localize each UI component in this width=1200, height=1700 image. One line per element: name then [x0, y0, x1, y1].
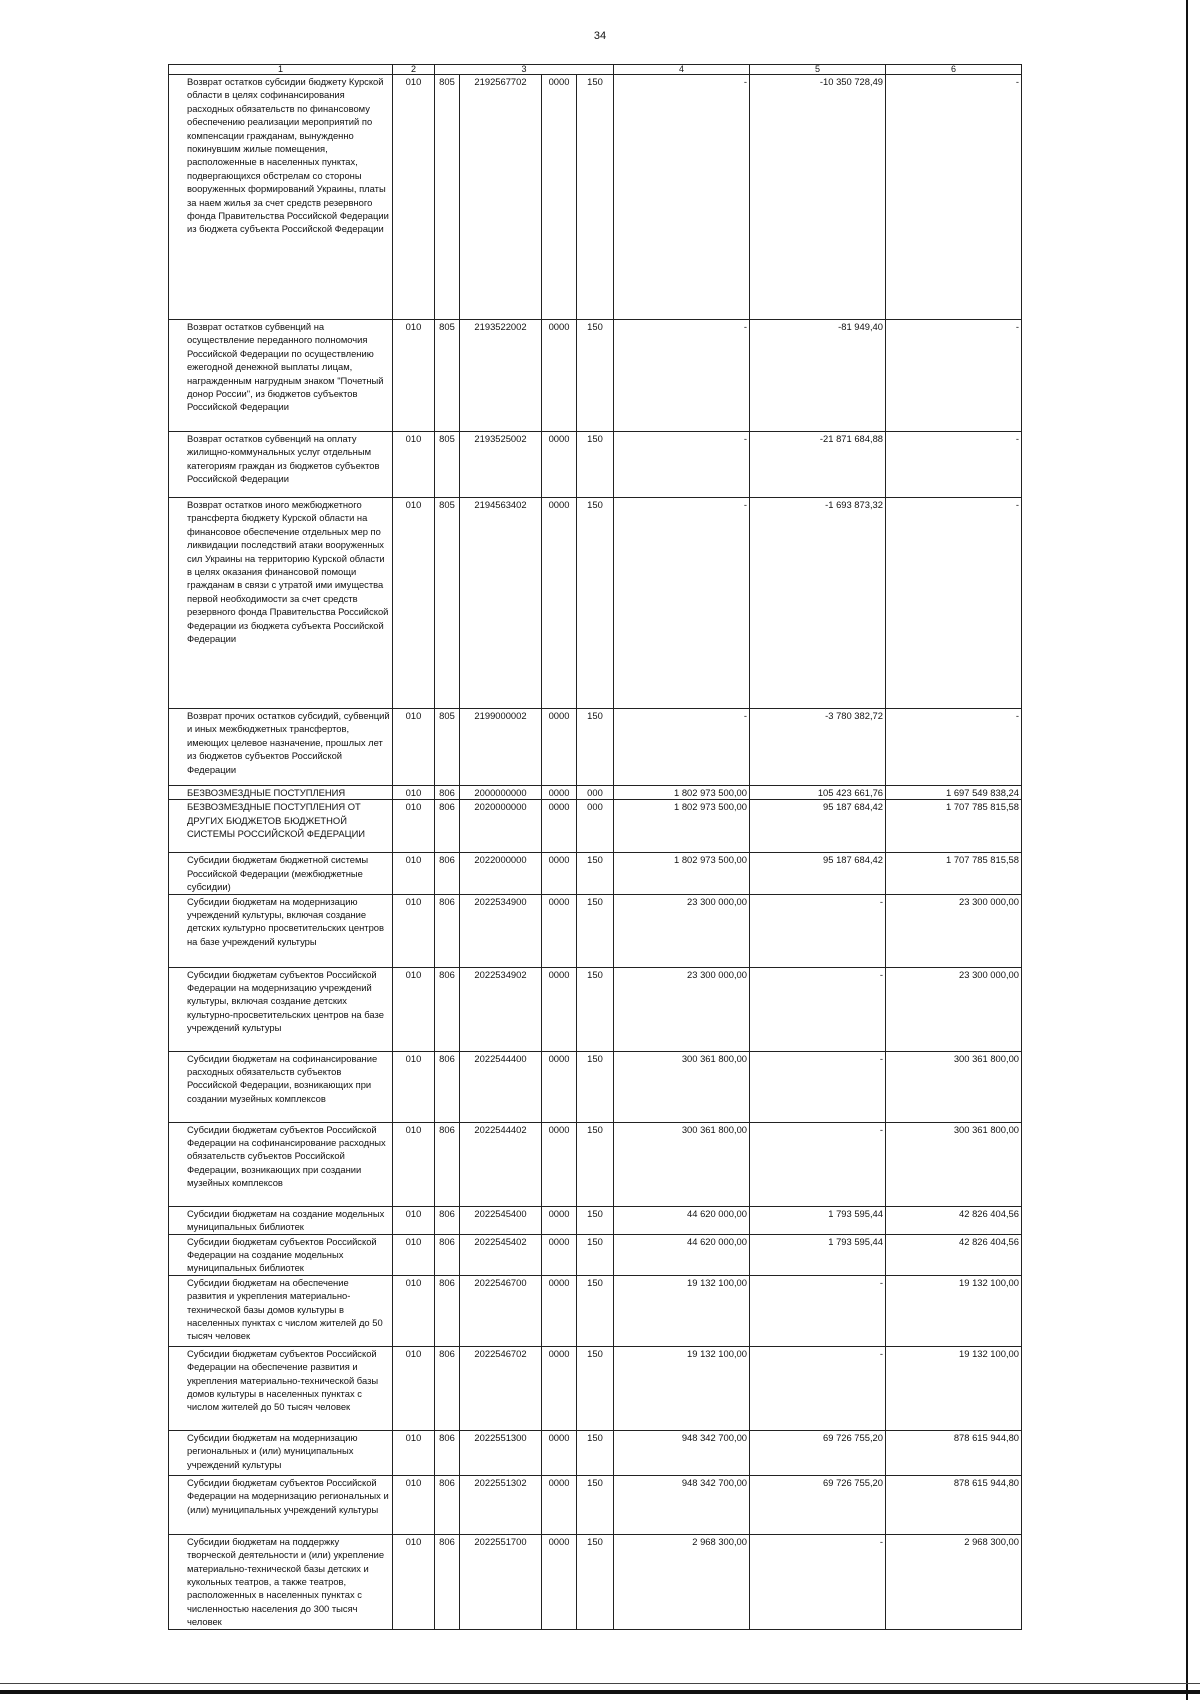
table-row — [169, 800, 1022, 853]
row-unexecuted-amount-cell: 2 968 300,00 — [886, 1534, 1022, 1629]
table-header-row — [169, 65, 1022, 75]
row-approved-amount-cell: 23 300 000,00 — [614, 967, 750, 1051]
row-approved-amount-cell: 2 968 300,00 — [614, 1534, 750, 1629]
row-code-cell: 010 — [393, 967, 435, 1051]
table-row — [169, 967, 1022, 1051]
row-kbk-code-cell: 2022551700 — [460, 1534, 542, 1629]
row-name-cell: Возврат остатков субвенций на осуществление переданного полномочия Российской Федерации по осуществлению ежегодной денежной выплаты лицам, награжденным нагрудным знаком "Почетный донор России", из бюджетов субъектов Российской Федерации — [169, 320, 393, 432]
row-admin-code-cell: 806 — [435, 1534, 460, 1629]
row-admin-code-cell: 805 — [435, 432, 460, 498]
row-unexecuted-amount-cell: - — [886, 709, 1022, 786]
row-approved-amount-cell: 300 361 800,00 — [614, 1051, 750, 1122]
row-approved-amount-cell: 19 132 100,00 — [614, 1275, 750, 1346]
row-approved-amount-cell: 44 620 000,00 — [614, 1234, 750, 1275]
row-unexecuted-amount-cell: 19 132 100,00 — [886, 1275, 1022, 1346]
row-approved-amount-cell: - — [614, 709, 750, 786]
row-program-code-cell: 0000 — [542, 800, 577, 853]
row-econ-code-cell: 000 — [577, 786, 614, 800]
row-unexecuted-amount-cell: 878 615 944,80 — [886, 1430, 1022, 1475]
row-econ-code-cell: 150 — [577, 1275, 614, 1346]
row-code-cell: 010 — [393, 1051, 435, 1122]
row-kbk-code-cell: 2022000000 — [460, 853, 542, 894]
row-name-cell: БЕЗВОЗМЕЗДНЫЕ ПОСТУПЛЕНИЯ ОТ ДРУГИХ БЮДЖЕТОВ БЮДЖЕТНОЙ СИСТЕМЫ РОССИЙСКОЙ ФЕДЕРАЦИИ — [169, 800, 393, 853]
row-approved-amount-cell: - — [614, 498, 750, 709]
row-name-cell: Субсидии бюджетам бюджетной системы Российской Федерации (межбюджетные субсидии) — [169, 853, 393, 894]
row-kbk-code-cell: 2193525002 — [460, 432, 542, 498]
row-unexecuted-amount-cell: 42 826 404,56 — [886, 1234, 1022, 1275]
row-unexecuted-amount-cell: 878 615 944,80 — [886, 1475, 1022, 1534]
row-executed-amount-cell: -1 693 873,32 — [750, 498, 886, 709]
row-name-cell: Субсидии бюджетам на модернизацию учреждений культуры, включая создание детских культурно просветительских центров на базе учреждений культуры — [169, 894, 393, 967]
row-name-cell: Субсидии бюджетам на софинансирование расходных обязательств субъектов Российской Федерации, возникающих при создании музейных комплексов — [169, 1051, 393, 1122]
row-name-cell: Возврат остатков иного межбюджетного трансферта бюджету Курской области на финансовое обеспечение отдельных мер по ликвидации последствий атаки вооруженных сил Украины на территорию Курской области в целях оказания финансовой помощи гражданам в связи с утратой ими имущества первой необходимости за счет средств резервного фонда Правительства Российской Федерации из бюджета субъекта Российской Федерации — [169, 498, 393, 709]
row-unexecuted-amount-cell: - — [886, 498, 1022, 709]
row-executed-amount-cell: - — [750, 1122, 886, 1206]
row-kbk-code-cell: 2022534902 — [460, 967, 542, 1051]
row-econ-code-cell: 150 — [577, 320, 614, 432]
row-kbk-code-cell: 2022545402 — [460, 1234, 542, 1275]
row-unexecuted-amount-cell: 19 132 100,00 — [886, 1346, 1022, 1430]
row-unexecuted-amount-cell: 42 826 404,56 — [886, 1206, 1022, 1234]
row-admin-code-cell: 805 — [435, 320, 460, 432]
row-kbk-code-cell: 2022546700 — [460, 1275, 542, 1346]
row-code-cell: 010 — [393, 1534, 435, 1629]
row-name-cell: Субсидии бюджетам на поддержку творческой деятельности и (или) укрепление материально-технической базы детских и кукольных театров, а также театров, расположенных в населенных пунктах с численностью населения до 300 тысяч человек — [169, 1534, 393, 1629]
row-approved-amount-cell: 948 342 700,00 — [614, 1475, 750, 1534]
row-admin-code-cell: 806 — [435, 800, 460, 853]
row-unexecuted-amount-cell: - — [886, 432, 1022, 498]
row-admin-code-cell: 806 — [435, 786, 460, 800]
table-row — [169, 1051, 1022, 1122]
row-program-code-cell: 0000 — [542, 786, 577, 800]
row-admin-code-cell: 806 — [435, 894, 460, 967]
row-executed-amount-cell: - — [750, 1346, 886, 1430]
row-econ-code-cell: 150 — [577, 432, 614, 498]
row-approved-amount-cell: 19 132 100,00 — [614, 1346, 750, 1430]
row-program-code-cell: 0000 — [542, 1346, 577, 1430]
row-code-cell: 010 — [393, 1122, 435, 1206]
table-row — [169, 709, 1022, 786]
row-econ-code-cell: 150 — [577, 498, 614, 709]
row-econ-code-cell: 150 — [577, 1206, 614, 1234]
row-admin-code-cell: 806 — [435, 1275, 460, 1346]
row-code-cell: 010 — [393, 853, 435, 894]
table-row — [169, 1234, 1022, 1275]
row-econ-code-cell: 150 — [577, 75, 614, 320]
row-approved-amount-cell: 1 802 973 500,00 — [614, 800, 750, 853]
row-econ-code-cell: 150 — [577, 709, 614, 786]
row-program-code-cell: 0000 — [542, 1534, 577, 1629]
row-executed-amount-cell: -81 949,40 — [750, 320, 886, 432]
row-kbk-code-cell: 2022545400 — [460, 1206, 542, 1234]
scan-bottom-edge — [0, 1690, 1200, 1694]
row-executed-amount-cell: 105 423 661,76 — [750, 786, 886, 800]
row-code-cell: 010 — [393, 1234, 435, 1275]
row-program-code-cell: 0000 — [542, 1475, 577, 1534]
row-kbk-code-cell: 2022534900 — [460, 894, 542, 967]
row-econ-code-cell: 150 — [577, 853, 614, 894]
row-program-code-cell: 0000 — [542, 1206, 577, 1234]
row-code-cell: 010 — [393, 709, 435, 786]
row-program-code-cell: 0000 — [542, 320, 577, 432]
row-name-cell: Возврат остатков субвенций на оплату жилищно-коммунальных услуг отдельным категориям граждан из бюджетов субъектов Российской Федерации — [169, 432, 393, 498]
row-name-cell: БЕЗВОЗМЕЗДНЫЕ ПОСТУПЛЕНИЯ — [169, 786, 393, 800]
row-unexecuted-amount-cell: 1 697 549 838,24 — [886, 786, 1022, 800]
row-executed-amount-cell: - — [750, 1275, 886, 1346]
row-name-cell: Субсидии бюджетам субъектов Российской Федерации на модернизацию региональных и (или) муниципальных учреждений культуры — [169, 1475, 393, 1534]
row-executed-amount-cell: 1 793 595,44 — [750, 1206, 886, 1234]
table-row — [169, 498, 1022, 709]
row-unexecuted-amount-cell: 1 707 785 815,58 — [886, 853, 1022, 894]
header-col-5: 5 — [750, 65, 886, 75]
row-code-cell: 010 — [393, 894, 435, 967]
row-executed-amount-cell: 69 726 755,20 — [750, 1475, 886, 1534]
row-program-code-cell: 0000 — [542, 1051, 577, 1122]
row-econ-code-cell: 000 — [577, 800, 614, 853]
budget-table — [168, 64, 1022, 1630]
row-code-cell: 010 — [393, 498, 435, 709]
row-admin-code-cell: 806 — [435, 1206, 460, 1234]
table-row — [169, 1346, 1022, 1430]
row-program-code-cell: 0000 — [542, 853, 577, 894]
table-row — [169, 894, 1022, 967]
row-executed-amount-cell: - — [750, 967, 886, 1051]
row-kbk-code-cell: 2022544402 — [460, 1122, 542, 1206]
row-approved-amount-cell: - — [614, 320, 750, 432]
row-program-code-cell: 0000 — [542, 432, 577, 498]
row-econ-code-cell: 150 — [577, 1430, 614, 1475]
row-name-cell: Субсидии бюджетам субъектов Российской Федерации на создание модельных муниципальных библиотек — [169, 1234, 393, 1275]
header-col-1: 1 — [169, 65, 393, 75]
row-econ-code-cell: 150 — [577, 894, 614, 967]
row-unexecuted-amount-cell: 300 361 800,00 — [886, 1051, 1022, 1122]
row-name-cell: Субсидии бюджетам на обеспечение развития и укрепления материально-технической базы домов культуры в населенных пунктах с числом жителей до 50 тысяч человек — [169, 1275, 393, 1346]
row-approved-amount-cell: 300 361 800,00 — [614, 1122, 750, 1206]
header-col-3: 3 — [435, 65, 614, 75]
table-row — [169, 75, 1022, 320]
table-row — [169, 853, 1022, 894]
row-approved-amount-cell: - — [614, 75, 750, 320]
table-row — [169, 1122, 1022, 1206]
table-row — [169, 1534, 1022, 1629]
row-kbk-code-cell: 2022544400 — [460, 1051, 542, 1122]
row-program-code-cell: 0000 — [542, 1430, 577, 1475]
row-admin-code-cell: 806 — [435, 853, 460, 894]
row-econ-code-cell: 150 — [577, 1122, 614, 1206]
table-row — [169, 1430, 1022, 1475]
row-program-code-cell: 0000 — [542, 1122, 577, 1206]
row-executed-amount-cell: 1 793 595,44 — [750, 1234, 886, 1275]
row-approved-amount-cell: 1 802 973 500,00 — [614, 786, 750, 800]
row-econ-code-cell: 150 — [577, 1346, 614, 1430]
row-approved-amount-cell: 1 802 973 500,00 — [614, 853, 750, 894]
row-unexecuted-amount-cell: - — [886, 320, 1022, 432]
row-program-code-cell: 0000 — [542, 967, 577, 1051]
row-admin-code-cell: 805 — [435, 498, 460, 709]
row-program-code-cell: 0000 — [542, 894, 577, 967]
row-admin-code-cell: 806 — [435, 1234, 460, 1275]
row-name-cell: Субсидии бюджетам субъектов Российской Федерации на софинансирование расходных обязательств субъектов Российской Федерации, возникающих при создании музейных комплексов — [169, 1122, 393, 1206]
row-admin-code-cell: 806 — [435, 1430, 460, 1475]
row-code-cell: 010 — [393, 1346, 435, 1430]
row-econ-code-cell: 150 — [577, 1534, 614, 1629]
row-program-code-cell: 0000 — [542, 1275, 577, 1346]
row-approved-amount-cell: 44 620 000,00 — [614, 1206, 750, 1234]
row-unexecuted-amount-cell: 1 707 785 815,58 — [886, 800, 1022, 853]
row-code-cell: 010 — [393, 786, 435, 800]
row-code-cell: 010 — [393, 320, 435, 432]
row-name-cell: Субсидии бюджетам субъектов Российской Федерации на модернизацию учреждений культуры, включая создание детских культурно-просветительских центров на базе учреждений культуры — [169, 967, 393, 1051]
row-program-code-cell: 0000 — [542, 709, 577, 786]
table-row — [169, 320, 1022, 432]
scan-bottom-line — [0, 1683, 1200, 1684]
row-code-cell: 010 — [393, 800, 435, 853]
row-executed-amount-cell: - — [750, 894, 886, 967]
row-admin-code-cell: 806 — [435, 1122, 460, 1206]
row-executed-amount-cell: -3 780 382,72 — [750, 709, 886, 786]
table-row — [169, 786, 1022, 800]
row-admin-code-cell: 806 — [435, 967, 460, 1051]
row-econ-code-cell: 150 — [577, 967, 614, 1051]
row-executed-amount-cell: -21 871 684,88 — [750, 432, 886, 498]
row-kbk-code-cell: 2199000002 — [460, 709, 542, 786]
row-code-cell: 010 — [393, 1206, 435, 1234]
row-admin-code-cell: 806 — [435, 1475, 460, 1534]
row-code-cell: 010 — [393, 1475, 435, 1534]
budget-sheet — [168, 64, 1022, 1630]
row-program-code-cell: 0000 — [542, 75, 577, 320]
row-econ-code-cell: 150 — [577, 1234, 614, 1275]
row-executed-amount-cell: - — [750, 1534, 886, 1629]
row-unexecuted-amount-cell: - — [886, 75, 1022, 320]
header-col-4: 4 — [614, 65, 750, 75]
row-kbk-code-cell: 2022551302 — [460, 1475, 542, 1534]
table-row — [169, 1206, 1022, 1234]
row-approved-amount-cell: - — [614, 432, 750, 498]
row-name-cell: Субсидии бюджетам субъектов Российской Федерации на обеспечение развития и укрепления материально-технической базы домов культуры в населенных пунктах с числом жителей до 50 тысяч человек — [169, 1346, 393, 1430]
row-unexecuted-amount-cell: 23 300 000,00 — [886, 894, 1022, 967]
row-code-cell: 010 — [393, 432, 435, 498]
row-admin-code-cell: 805 — [435, 709, 460, 786]
row-executed-amount-cell: - — [750, 1051, 886, 1122]
row-admin-code-cell: 806 — [435, 1051, 460, 1122]
row-program-code-cell: 0000 — [542, 498, 577, 709]
row-executed-amount-cell: 69 726 755,20 — [750, 1430, 886, 1475]
row-code-cell: 010 — [393, 75, 435, 320]
row-name-cell: Возврат остатков субсидии бюджету Курской области в целях софинансирования расходных обязательств по финансовому обеспечению реализации мероприятий по компенсации гражданам, вынужденно покинувшим жилые помещения, расположенные в населенных пунктах, подвергающихся обстрелам со стороны вооруженных формирований Украины, платы за наем жилья за счет средств резервного фонда Правительства Российской Федерации из бюджета субъекта Российской Федерации — [169, 75, 393, 320]
row-econ-code-cell: 150 — [577, 1475, 614, 1534]
row-unexecuted-amount-cell: 23 300 000,00 — [886, 967, 1022, 1051]
row-kbk-code-cell: 2193522002 — [460, 320, 542, 432]
header-col-2: 2 — [393, 65, 435, 75]
row-name-cell: Субсидии бюджетам на модернизацию региональных и (или) муниципальных учреждений культуры — [169, 1430, 393, 1475]
row-kbk-code-cell: 2022551300 — [460, 1430, 542, 1475]
row-approved-amount-cell: 948 342 700,00 — [614, 1430, 750, 1475]
row-econ-code-cell: 150 — [577, 1051, 614, 1122]
row-admin-code-cell: 805 — [435, 75, 460, 320]
scan-right-edge — [1186, 0, 1188, 1700]
row-executed-amount-cell: 95 187 684,42 — [750, 800, 886, 853]
row-name-cell: Возврат прочих остатков субсидий, субвенций и иных межбюджетных трансфертов, имеющих целевое назначение, прошлых лет из бюджетов субъектов Российской Федерации — [169, 709, 393, 786]
row-executed-amount-cell: 95 187 684,42 — [750, 853, 886, 894]
table-row — [169, 1275, 1022, 1346]
row-unexecuted-amount-cell: 300 361 800,00 — [886, 1122, 1022, 1206]
row-executed-amount-cell: -10 350 728,49 — [750, 75, 886, 320]
row-approved-amount-cell: 23 300 000,00 — [614, 894, 750, 967]
row-code-cell: 010 — [393, 1275, 435, 1346]
page-number: 34 — [593, 30, 607, 42]
row-kbk-code-cell: 2192567702 — [460, 75, 542, 320]
row-code-cell: 010 — [393, 1430, 435, 1475]
row-kbk-code-cell: 2020000000 — [460, 800, 542, 853]
row-kbk-code-cell: 2194563402 — [460, 498, 542, 709]
row-kbk-code-cell: 2000000000 — [460, 786, 542, 800]
row-kbk-code-cell: 2022546702 — [460, 1346, 542, 1430]
header-col-6: 6 — [886, 65, 1022, 75]
row-name-cell: Субсидии бюджетам на создание модельных муниципальных библиотек — [169, 1206, 393, 1234]
row-admin-code-cell: 806 — [435, 1346, 460, 1430]
table-row — [169, 1475, 1022, 1534]
table-row — [169, 432, 1022, 498]
row-program-code-cell: 0000 — [542, 1234, 577, 1275]
